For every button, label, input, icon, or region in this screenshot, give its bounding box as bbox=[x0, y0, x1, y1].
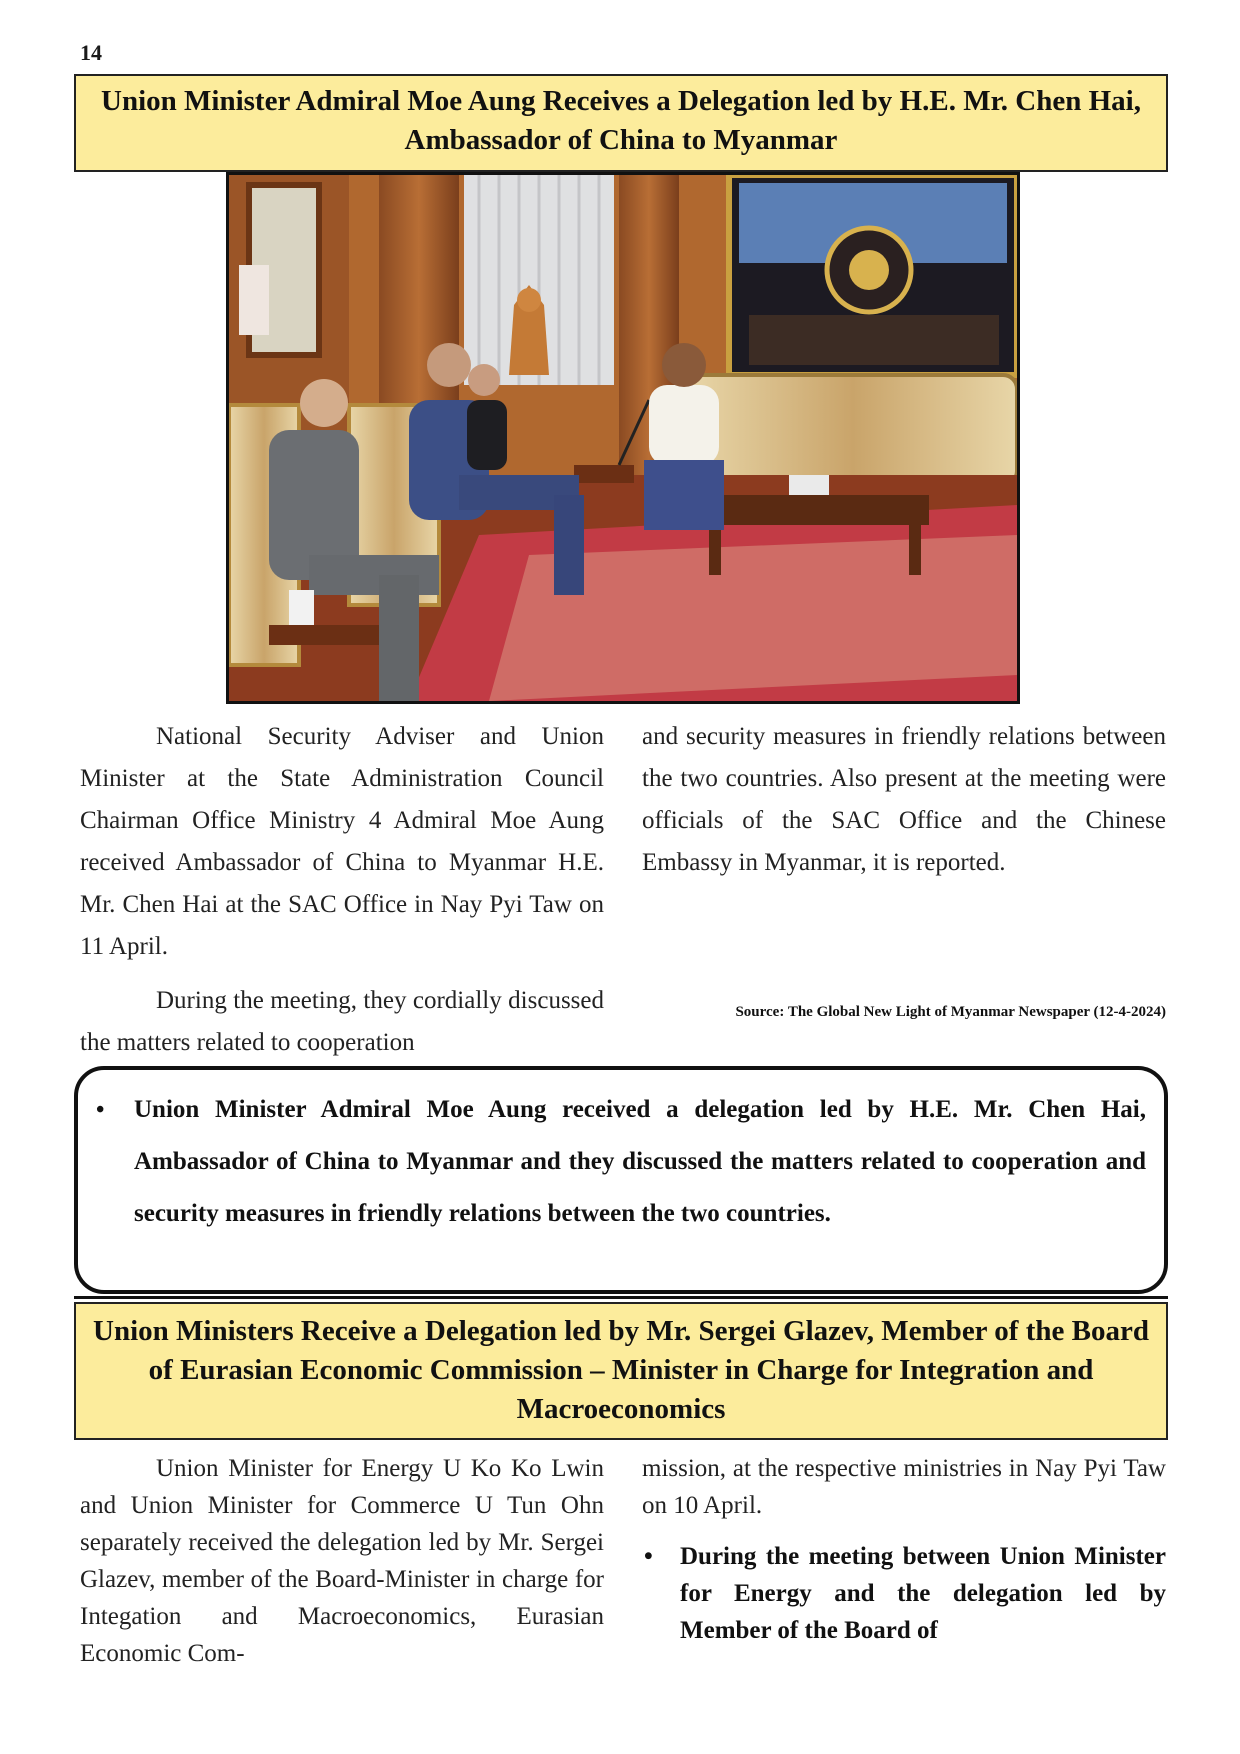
article-2-paragraph-2: mission, at the respective ministries in Nay Pyi Taw on 10 April. bbox=[642, 1455, 1166, 1519]
meeting-photo-illustration bbox=[229, 175, 1017, 701]
article-1-summary-box bbox=[74, 1066, 1168, 1294]
page-number: 14 bbox=[80, 40, 102, 65]
article-2-headline: Union Ministers Receive a Delegation led by Mr. Sergei Glazev, Member of the Board of Eurasian Economic Commission – Minister in Charge for Integration and Macroeconomics bbox=[74, 1302, 1168, 1440]
article-1-summary-bullet: • Union Minister Admiral Moe Aung received a delegation led by H.E. Mr. Chen Hai, Ambassador of China to Myanmar and they discussed the matters related to cooperation and security measures in friendly relations between the two countries. bbox=[134, 1084, 1146, 1240]
article-2-column-left bbox=[80, 1450, 604, 1672]
article-1-column-left bbox=[80, 716, 604, 1064]
article-1-source: Source: The Global New Light of Myanmar Newspaper (12-4-2024) bbox=[735, 1004, 1166, 1020]
meeting-photo bbox=[226, 172, 1020, 704]
article-2-column-right bbox=[642, 1450, 1166, 1649]
article-1-paragraph-2: During the meeting, they cordially discussed the matters related to cooperation bbox=[80, 987, 604, 1056]
article-1-headline: Union Minister Admiral Moe Aung Receives a Delegation led by H.E. Mr. Chen Hai, Ambassador of China to Myanmar bbox=[74, 74, 1168, 172]
article-2-paragraph-1: Union Minister for Energy U Ko Ko Lwin and Union Minister for Commerce U Tun Ohn separately received the delegation led by Mr. Sergei Glazev, member of the Board-Minister in charge for Integation and Macroeconomics, Eurasian Economic Com- bbox=[80, 1455, 604, 1667]
section-divider bbox=[74, 1296, 1168, 1299]
article-1-column-right bbox=[642, 716, 1166, 884]
article-2-bullet: • During the meeting between Union Minister for Energy and the delegation led by Member of the Board of bbox=[642, 1538, 1166, 1649]
article-1-paragraph-1: National Security Adviser and Union Minister at the State Administration Council Chairman Office Ministry 4 Admiral Moe Aung received Ambassador of China to Myanmar H.E. Mr. Chen Hai at the SAC Office in Nay Pyi Taw on 11 April. bbox=[80, 723, 604, 960]
article-1-paragraph-3: and security measures in friendly relations between the two countries. Also present at the meeting were officials of the SAC Office and the Chinese Embassy in Myanmar, it is reported. bbox=[642, 723, 1166, 876]
